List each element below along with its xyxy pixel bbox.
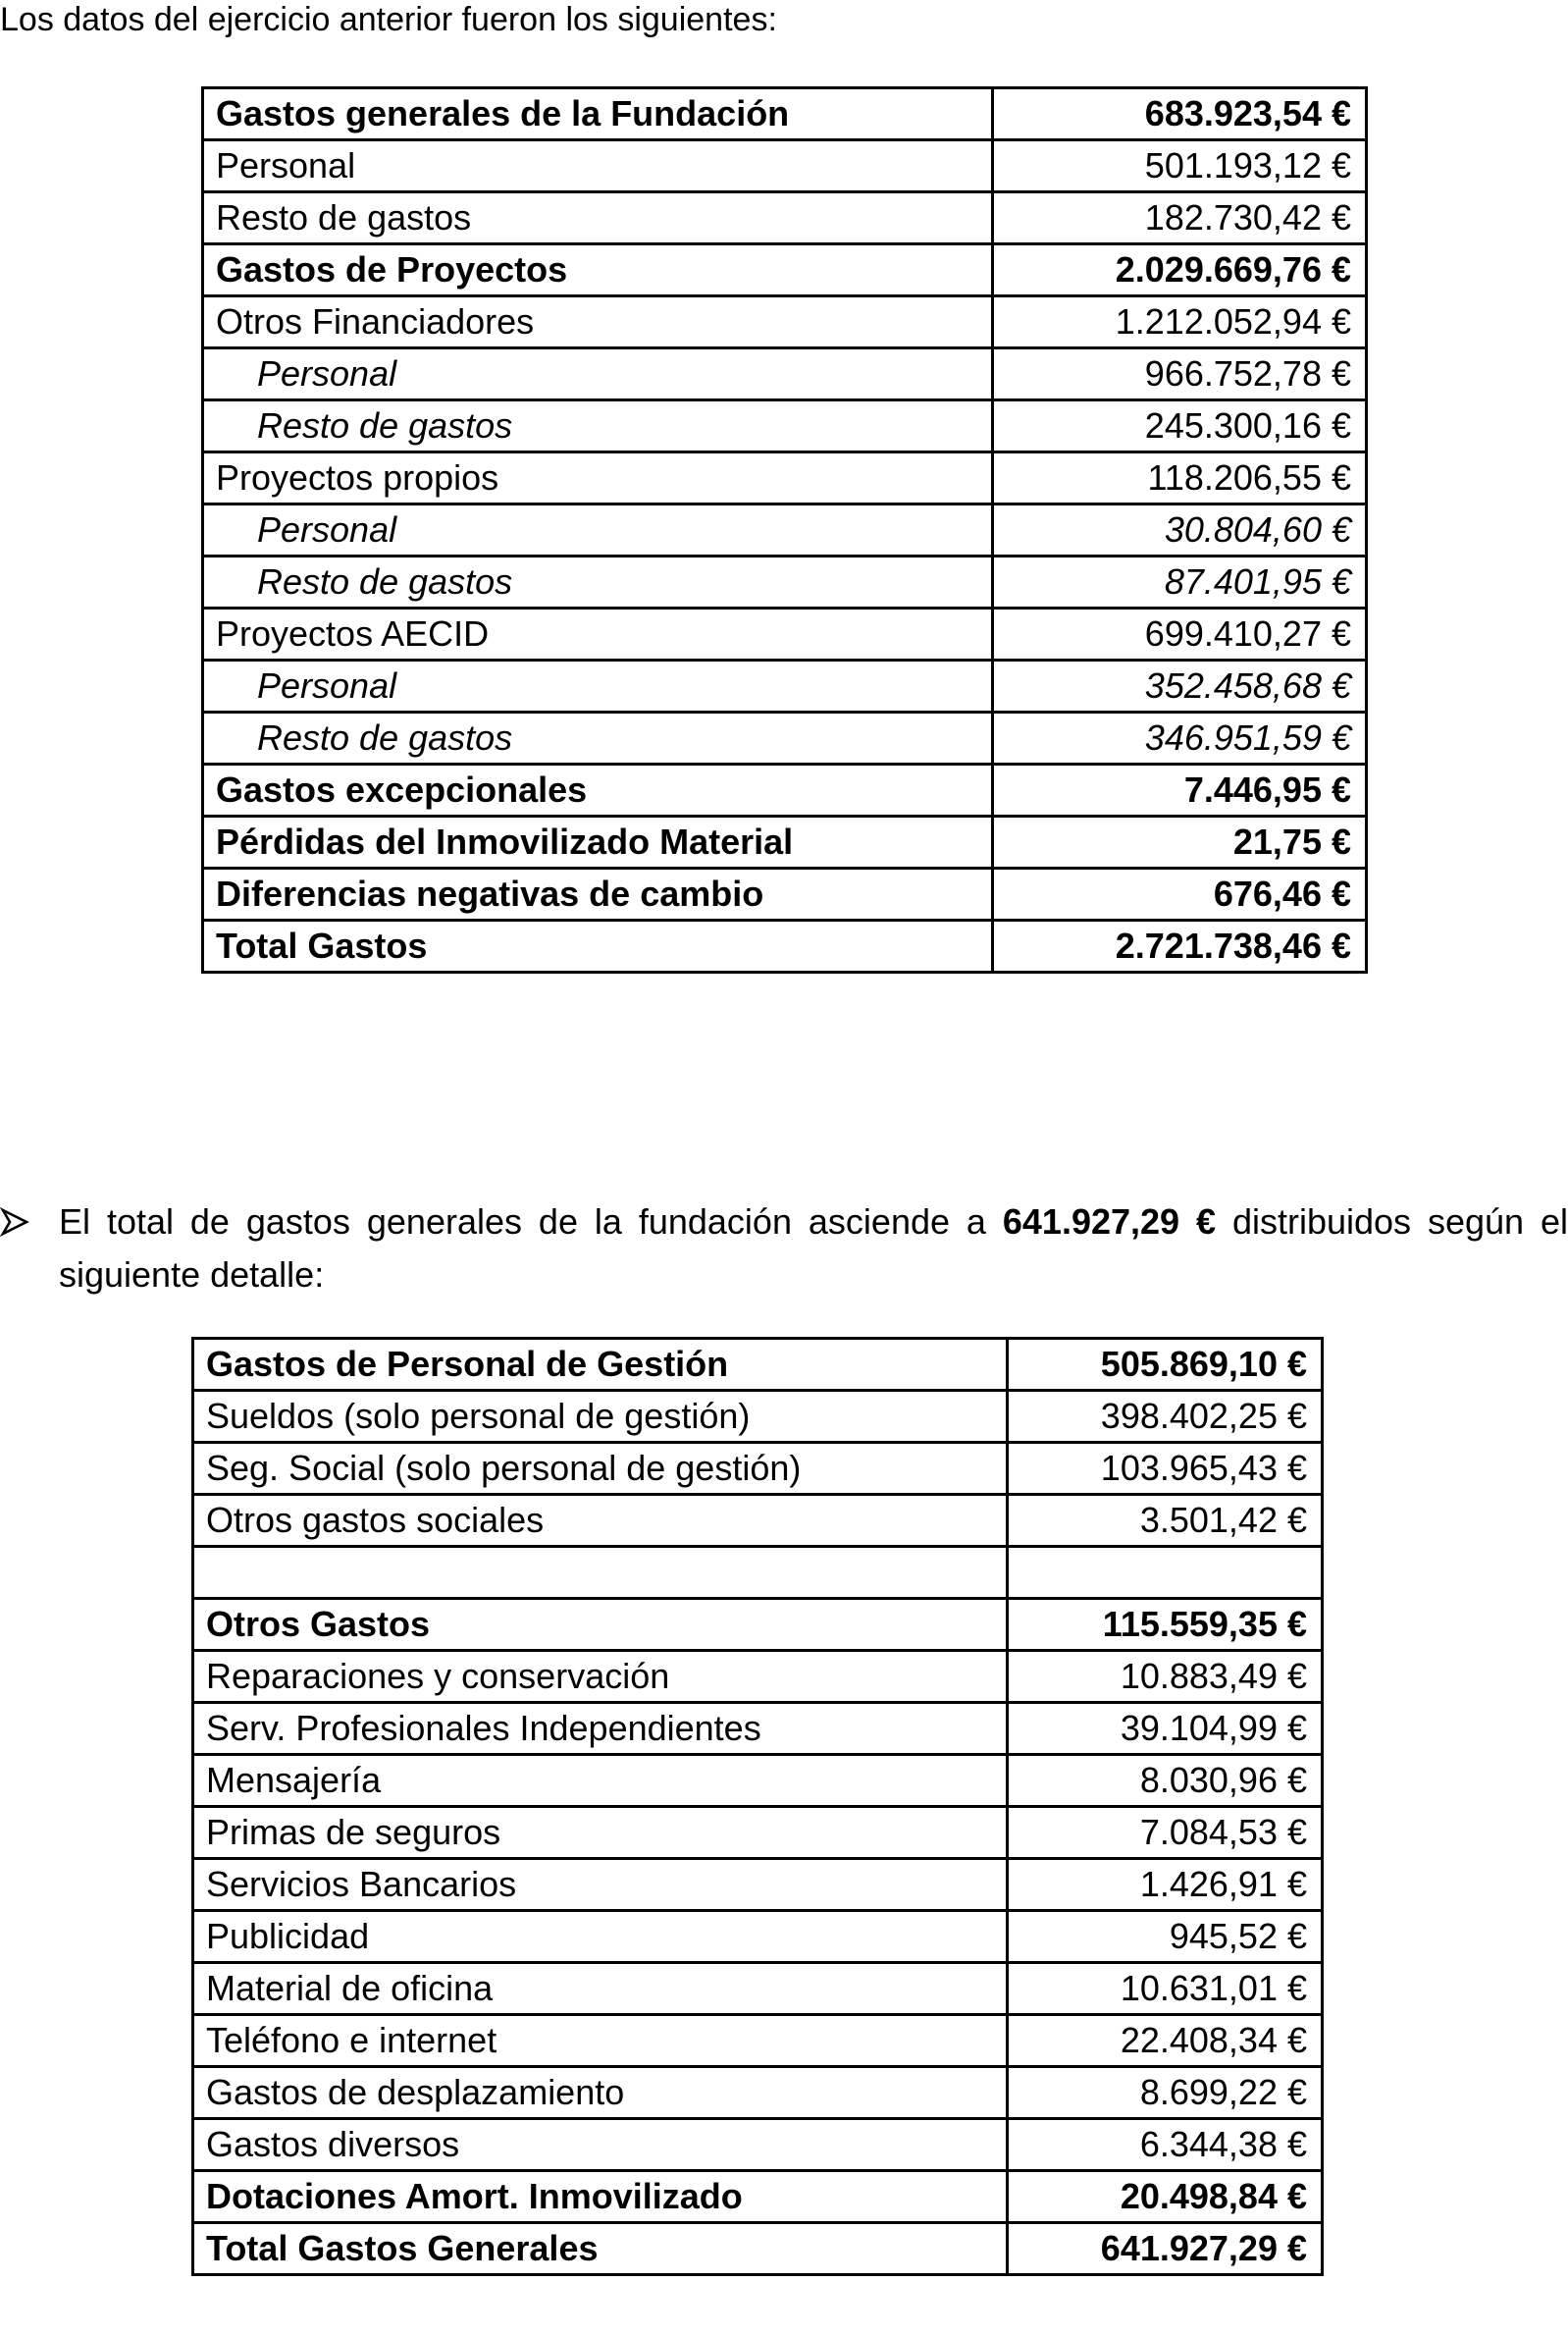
table-row (203, 557, 1367, 609)
table-row-total (193, 2223, 1323, 2275)
table-row (203, 88, 1367, 140)
row-value: 7.446,95 € (993, 765, 1367, 817)
table-row (193, 1963, 1323, 2015)
row-label: Personal (203, 504, 993, 557)
bullet-amount: 641.927,29 € (1002, 1201, 1217, 1242)
row-label: Sueldos (solo personal de gestión) (193, 1391, 1008, 1443)
table-row-empty (193, 1547, 1323, 1599)
row-label: Gastos de Personal de Gestión (193, 1339, 1008, 1391)
row-value: 2.721.738,46 € (993, 921, 1367, 973)
row-value: 3.501,42 € (1008, 1495, 1323, 1547)
row-value: 1.212.052,94 € (993, 296, 1367, 348)
row-label: Proyectos propios (203, 452, 993, 504)
row-label: Resto de gastos (203, 713, 993, 765)
row-label: Total Gastos Generales (193, 2223, 1008, 2275)
row-label: Gastos de desplazamiento (193, 2067, 1008, 2119)
row-label: Servicios Bancarios (193, 1859, 1008, 1911)
bullet-text-after: distribuidos según el siguiente detalle: (59, 1201, 1568, 1295)
row-value: 501.193,12 € (993, 140, 1367, 192)
table-row (193, 1859, 1323, 1911)
table-row (193, 1755, 1323, 1807)
row-value: 245.300,16 € (993, 400, 1367, 452)
table-row (193, 2015, 1323, 2067)
row-label: Otros Gastos (193, 1599, 1008, 1651)
row-value: 398.402,25 € (1008, 1391, 1323, 1443)
general-expenses-detail-table (191, 1337, 1324, 2276)
row-label: Gastos de Proyectos (203, 244, 993, 296)
row-label: Gastos diversos (193, 2119, 1008, 2171)
row-label: Personal (203, 661, 993, 713)
table-row (203, 869, 1367, 921)
row-value: 641.927,29 € (1008, 2223, 1323, 2275)
row-label: Pérdidas del Inmovilizado Material (203, 817, 993, 869)
table-row (203, 713, 1367, 765)
table-row (203, 765, 1367, 817)
table-row (203, 400, 1367, 452)
table-row (193, 1599, 1323, 1651)
row-label: Publicidad (193, 1911, 1008, 1963)
row-value: 21,75 € (993, 817, 1367, 869)
row-value: 352.458,68 € (993, 661, 1367, 713)
row-value: 683.923,54 € (993, 88, 1367, 140)
row-label: Gastos generales de la Fundación (203, 88, 993, 140)
table-row (193, 2067, 1323, 2119)
table-row (193, 2119, 1323, 2171)
row-value: 10.883,49 € (1008, 1651, 1323, 1703)
row-value (1008, 1547, 1323, 1599)
table-row (203, 452, 1367, 504)
row-value: 6.344,38 € (1008, 2119, 1323, 2171)
row-label: Gastos excepcionales (203, 765, 993, 817)
row-value: 966.752,78 € (993, 348, 1367, 400)
table-row (203, 609, 1367, 661)
row-value: 945,52 € (1008, 1911, 1323, 1963)
table-row (203, 192, 1367, 244)
row-label: Total Gastos (203, 921, 993, 973)
row-label: Diferencias negativas de cambio (203, 869, 993, 921)
row-value: 115.559,35 € (1008, 1599, 1323, 1651)
row-value: 7.084,53 € (1008, 1807, 1323, 1859)
table-row (203, 244, 1367, 296)
row-value: 8.699,22 € (1008, 2067, 1323, 2119)
table-row-total (203, 921, 1367, 973)
previous-year-expenses-table (201, 86, 1368, 974)
row-value: 118.206,55 € (993, 452, 1367, 504)
row-label: Material de oficina (193, 1963, 1008, 2015)
row-value: 22.408,34 € (1008, 2015, 1323, 2067)
row-value: 1.426,91 € (1008, 1859, 1323, 1911)
intro-text: Los datos del ejercicio anterior fueron los siguientes: (0, 1, 777, 38)
arrow-bullet-icon (0, 1207, 29, 1237)
bullet-text (59, 1195, 1568, 1301)
row-value: 87.401,95 € (993, 557, 1367, 609)
row-value: 699.410,27 € (993, 609, 1367, 661)
row-label: Primas de seguros (193, 1807, 1008, 1859)
row-value: 2.029.669,76 € (993, 244, 1367, 296)
table-row (203, 140, 1367, 192)
row-value: 182.730,42 € (993, 192, 1367, 244)
row-value: 39.104,99 € (1008, 1703, 1323, 1755)
table-row (193, 1911, 1323, 1963)
row-label (193, 1547, 1008, 1599)
table-row (203, 348, 1367, 400)
row-value: 30.804,60 € (993, 504, 1367, 557)
table-row (193, 1495, 1323, 1547)
row-value: 103.965,43 € (1008, 1443, 1323, 1495)
row-value: 676,46 € (993, 869, 1367, 921)
row-label: Personal (203, 140, 993, 192)
row-label: Otros Financiadores (203, 296, 993, 348)
bullet-paragraph (0, 1195, 1568, 1301)
row-value: 505.869,10 € (1008, 1339, 1323, 1391)
row-label: Teléfono e internet (193, 2015, 1008, 2067)
table-row (203, 504, 1367, 557)
table-row (193, 1703, 1323, 1755)
table-row (193, 1339, 1323, 1391)
row-label: Otros gastos sociales (193, 1495, 1008, 1547)
row-label: Reparaciones y conservación (193, 1651, 1008, 1703)
row-label: Resto de gastos (203, 557, 993, 609)
row-label: Personal (203, 348, 993, 400)
row-label: Mensajería (193, 1755, 1008, 1807)
table-row (193, 2171, 1323, 2223)
row-value: 8.030,96 € (1008, 1755, 1323, 1807)
table-row (203, 817, 1367, 869)
row-label: Serv. Profesionales Independientes (193, 1703, 1008, 1755)
row-value: 346.951,59 € (993, 713, 1367, 765)
table-row (193, 1807, 1323, 1859)
table-row (193, 1443, 1323, 1495)
table-row (193, 1391, 1323, 1443)
row-label: Proyectos AECID (203, 609, 993, 661)
row-label: Dotaciones Amort. Inmovilizado (193, 2171, 1008, 2223)
table-row (193, 1651, 1323, 1703)
bullet-text-before: El total de gastos generales de la fundación asciende a (59, 1201, 1003, 1242)
table-row (203, 661, 1367, 713)
table-row (203, 296, 1367, 348)
row-value: 10.631,01 € (1008, 1963, 1323, 2015)
row-value: 20.498,84 € (1008, 2171, 1323, 2223)
row-label: Resto de gastos (203, 400, 993, 452)
row-label: Resto de gastos (203, 192, 993, 244)
row-label: Seg. Social (solo personal de gestión) (193, 1443, 1008, 1495)
